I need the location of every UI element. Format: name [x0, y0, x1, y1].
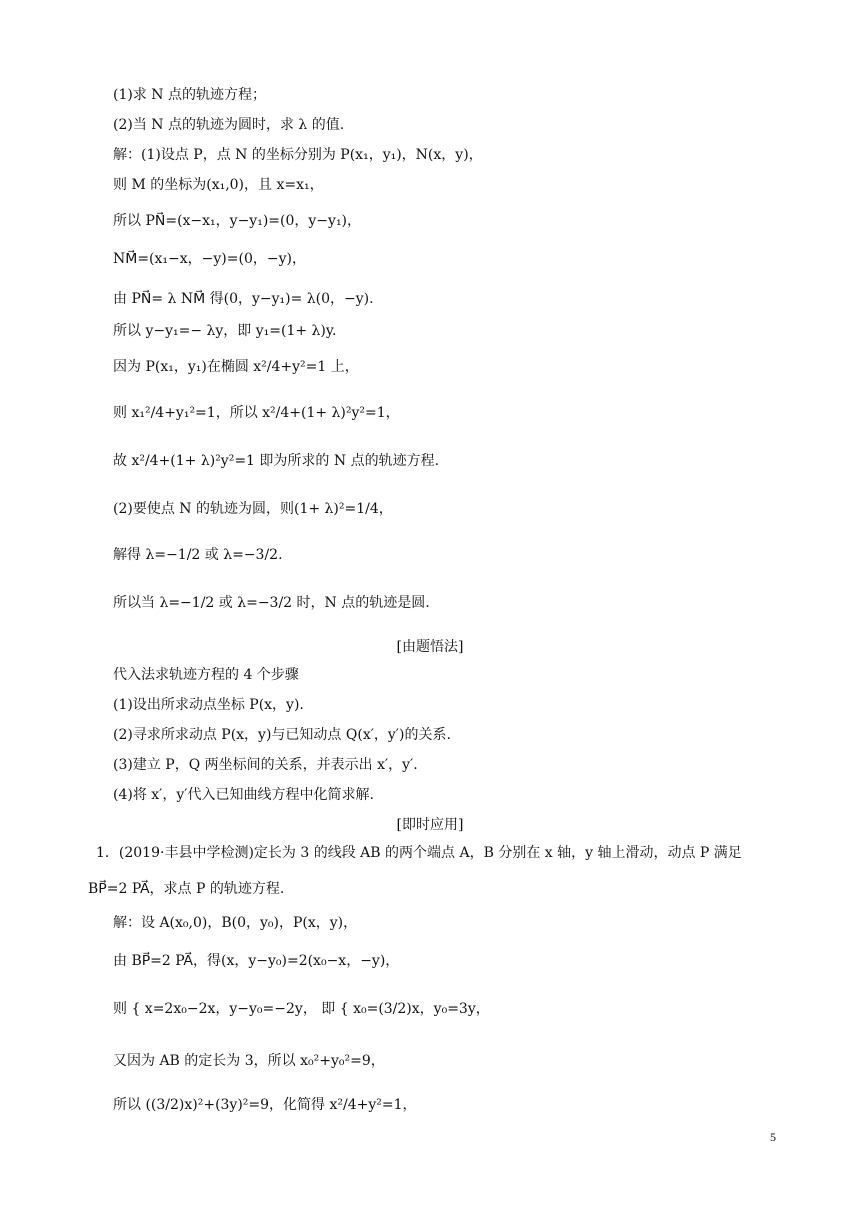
text-line: 解得 λ=−1/2 或 λ=−3/2. — [113, 547, 283, 563]
text-line: NM⃗=(x₁−x，−y)=(0，−y)， — [113, 251, 306, 267]
text-line: 由 BP⃗=2 PA⃗，得(x，y−y₀)=2(x₀−x，−y)， — [113, 953, 400, 969]
text-line: 解：设 A(x₀,0)，B(0，y₀)，P(x，y)， — [113, 915, 358, 931]
text-line: BP⃗=2 PA⃗，求点 P 的轨迹方程. — [88, 881, 285, 897]
section-heading: [即时应用] — [396, 817, 464, 833]
text-line: 代入法求轨迹方程的 4 个步骤 — [113, 667, 299, 683]
text-line: 所以 y−y₁=− λy，即 y₁=(1+ λ)y. — [113, 323, 337, 339]
text-line: 故 x²/4+(1+ λ)²y²=1 即为所求的 N 点的轨迹方程. — [113, 453, 440, 469]
text-line: (2)要使点 N 的轨迹为圆，则(1+ λ)²=1/4， — [113, 501, 393, 517]
text-line: 1．(2019·丰县中学检测)定长为 3 的线段 AB 的两个端点 A，B 分别在 x 轴，y 轴上滑动，动点 P 满足 — [96, 845, 742, 861]
text-line: 则 x₁²/4+y₁²=1，所以 x²/4+(1+ λ)²y²=1， — [113, 405, 400, 421]
text-line: 则 { x=2x₀−2x，y−y₀=−2y， 即 { x₀=(3/2)x，y₀=3y， — [113, 1001, 490, 1017]
text-line: 因为 P(x₁，y₁)在椭圆 x²/4+y²=1 上， — [113, 359, 359, 375]
text-line: 由 PN⃗= λ NM⃗ 得(0，y−y₁)= λ(0，−y). — [113, 291, 374, 307]
text-line: (1)求 N 点的轨迹方程； — [113, 87, 266, 103]
page-number: 5 — [770, 1130, 776, 1144]
text-line: 解：(1)设点 P，点 N 的坐标分别为 P(x₁，y₁)，N(x，y)， — [113, 147, 483, 163]
text-line: (4)将 x′，y′代入已知曲线方程中化简求解. — [113, 787, 374, 803]
text-line: (3)建立 P，Q 两坐标间的关系，并表示出 x′，y′. — [113, 757, 418, 773]
text-line: (2)寻求所求动点 P(x，y)与已知动点 Q(x′，y′)的关系. — [113, 727, 451, 743]
text-line: 所以 ((3/2)x)²+(3y)²=9，化简得 x²/4+y²=1， — [113, 1097, 417, 1113]
text-line: 则 M 的坐标为(x₁,0)，且 x=x₁， — [113, 177, 324, 193]
text-line: (2)当 N 点的轨迹为圆时，求 λ 的值. — [113, 117, 345, 133]
text-line: 所以 PN⃗=(x−x₁，y−y₁)=(0，y−y₁)， — [113, 213, 362, 229]
section-heading: [由题悟法] — [396, 639, 464, 655]
text-line: (1)设出所求动点坐标 P(x，y). — [113, 697, 304, 713]
text-line: 又因为 AB 的定长为 3，所以 x₀²+y₀²=9， — [113, 1053, 385, 1069]
text-line: 所以当 λ=−1/2 或 λ=−3/2 时，N 点的轨迹是圆. — [113, 595, 430, 611]
